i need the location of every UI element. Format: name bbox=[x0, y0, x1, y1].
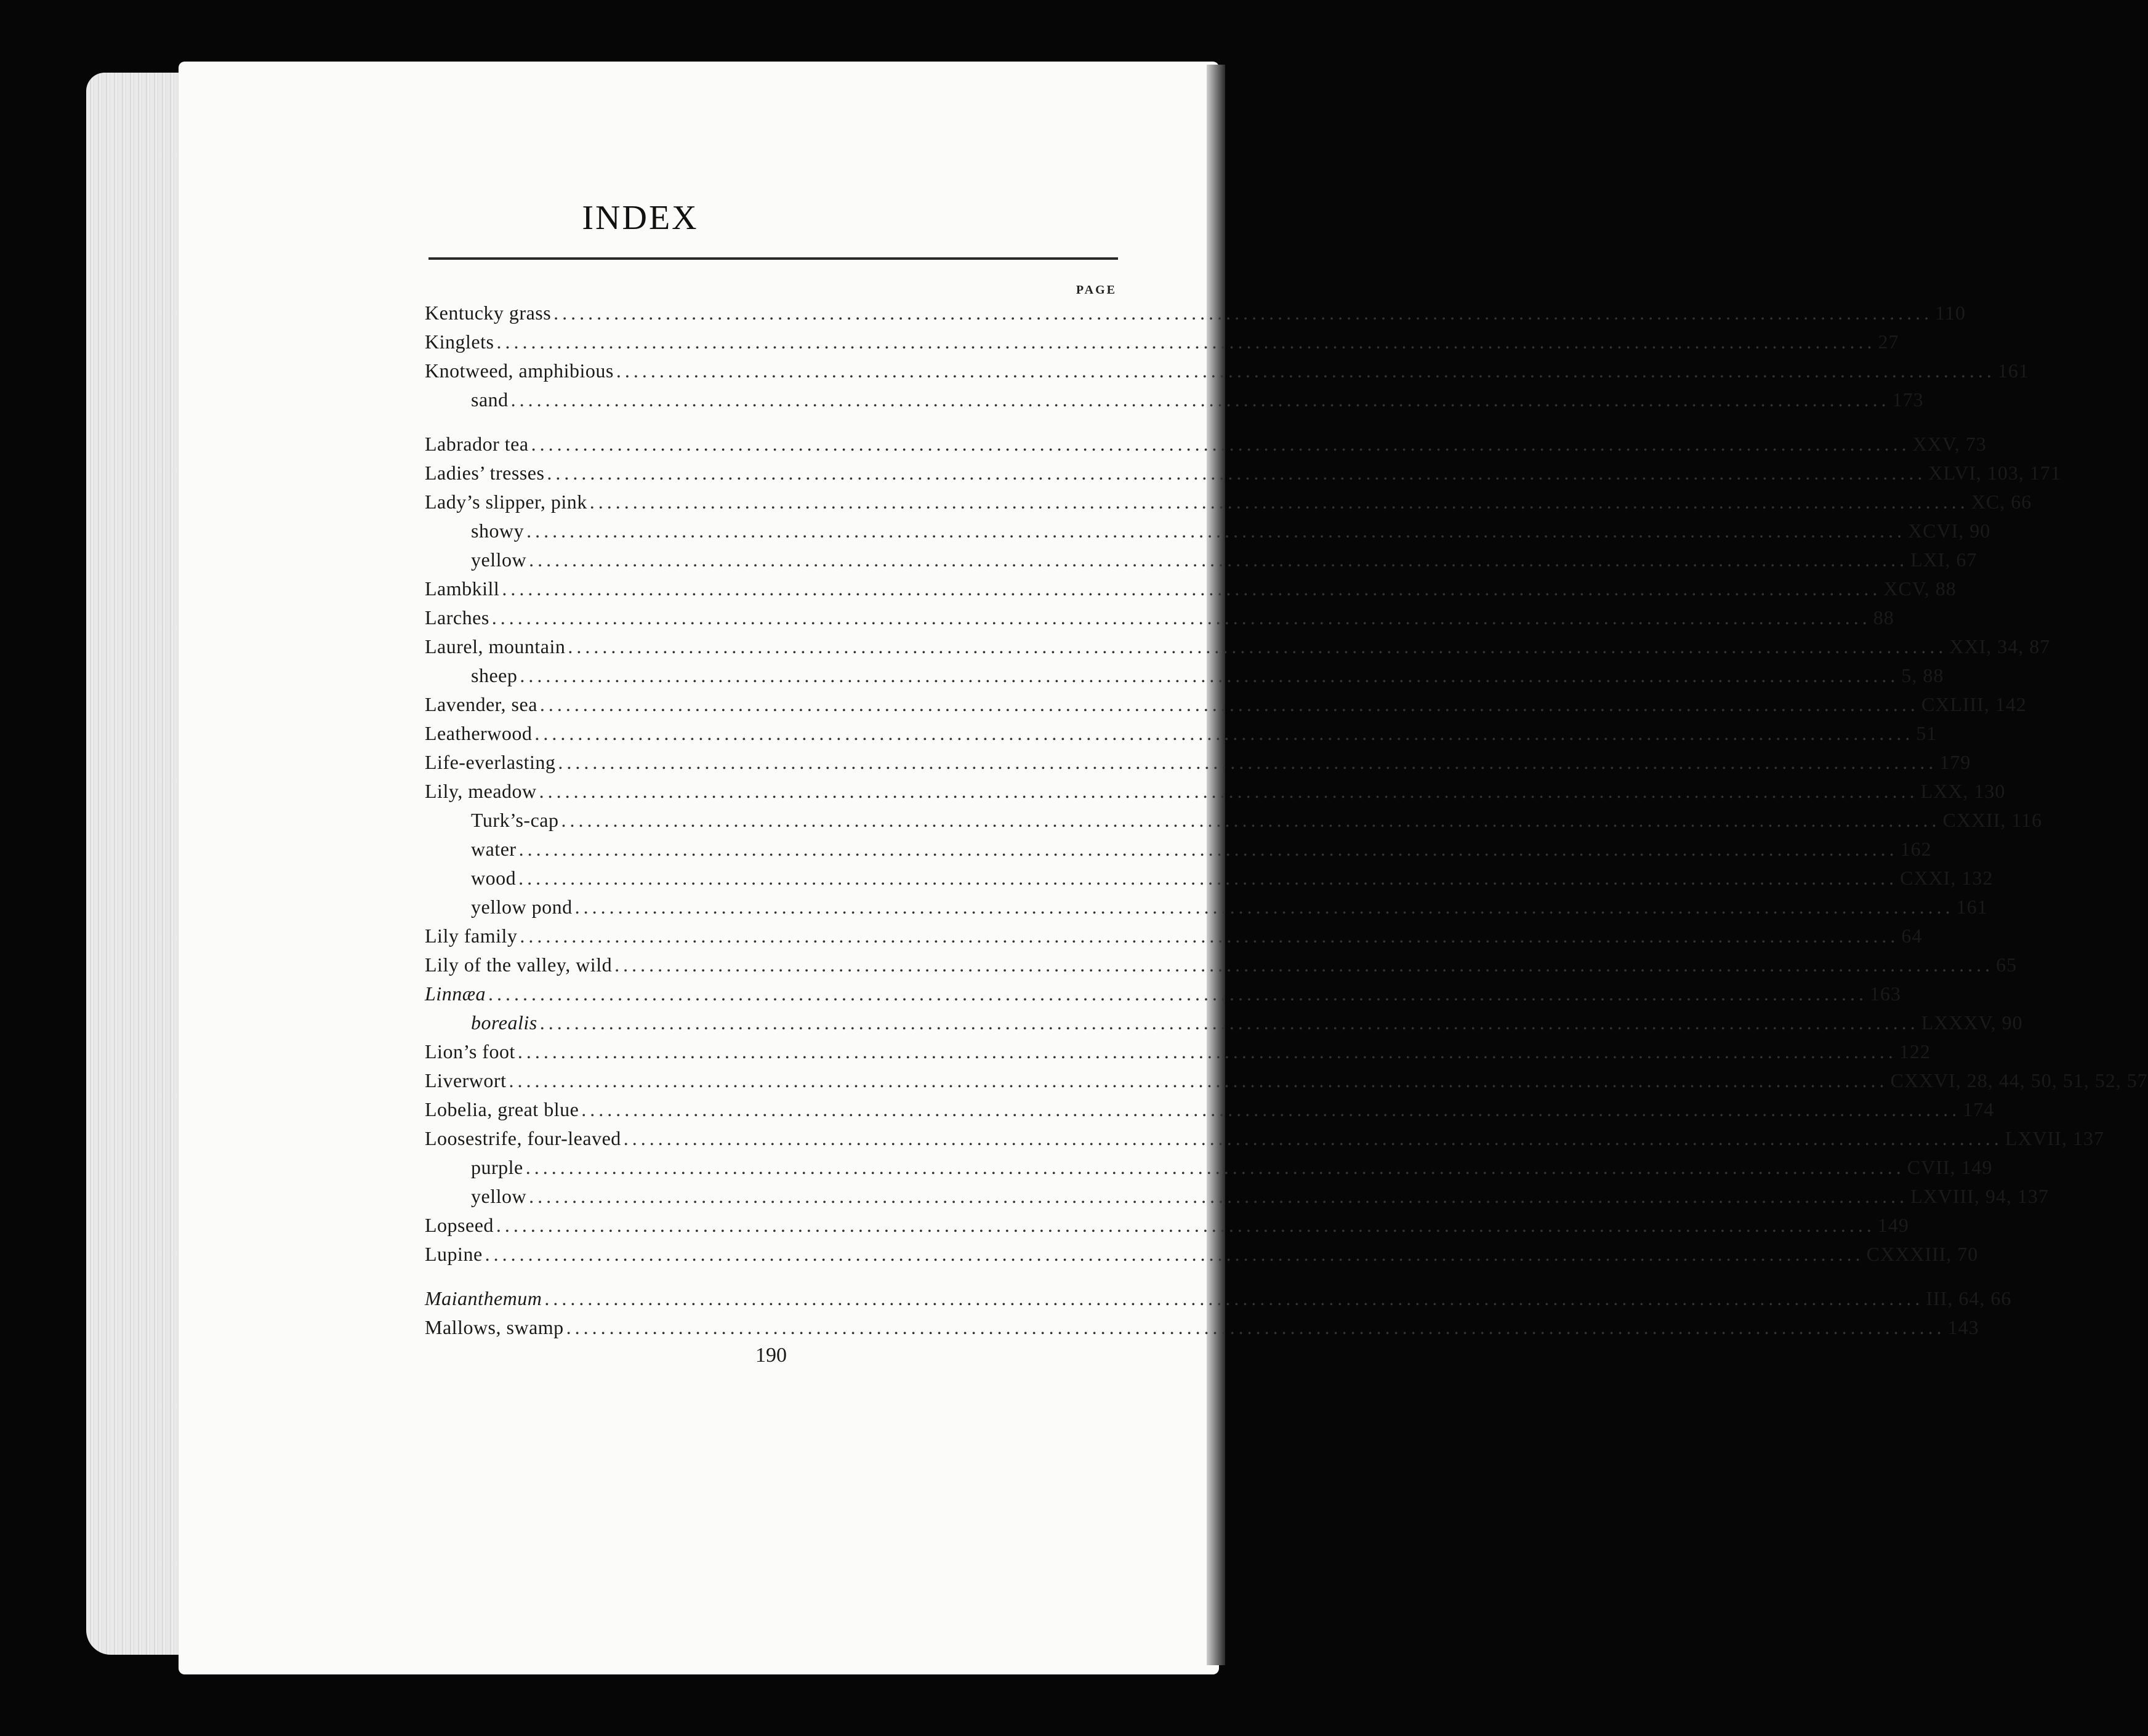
entry-term: Liverwort bbox=[425, 1069, 507, 1091]
entry-reference: XXI, 34, 87 bbox=[1949, 635, 2051, 657]
entry-reference: 64 bbox=[1901, 925, 1923, 947]
entry-reference: LXVII, 137 bbox=[2005, 1127, 2104, 1149]
entry-term: Turk’s-cap bbox=[471, 809, 559, 831]
dot-leader: ................................................................................................................................................................ bbox=[525, 1156, 1905, 1178]
index-entry bbox=[425, 835, 1932, 864]
index-entry bbox=[425, 574, 1957, 603]
dot-leader: ................................................................................................................................................................ bbox=[502, 577, 1881, 600]
index-entry bbox=[425, 806, 2043, 835]
page-number: 190 bbox=[755, 1344, 787, 1367]
dot-leader: ................................................................................................................................................................ bbox=[566, 1316, 1945, 1338]
index-entry bbox=[425, 385, 1924, 414]
dot-leader: ................................................................................................................................................................ bbox=[534, 722, 1914, 744]
entry-term: Linnæa bbox=[425, 983, 486, 1005]
index-entry bbox=[425, 1211, 1909, 1240]
index-entry bbox=[425, 1153, 1993, 1182]
entry-term: Larches bbox=[425, 606, 489, 629]
title-rule bbox=[428, 257, 1118, 260]
entry-term: water bbox=[471, 838, 517, 860]
entry-reference: CXXI, 132 bbox=[1900, 867, 1993, 889]
index-entry bbox=[425, 299, 1966, 328]
index-entry bbox=[425, 1284, 2012, 1313]
index-entry bbox=[425, 545, 1977, 574]
entry-reference: XLVI, 103, 171 bbox=[1928, 462, 2061, 484]
index-entry bbox=[425, 748, 1971, 777]
entry-term: Leatherwood bbox=[425, 722, 533, 744]
dot-leader: ................................................................................................................................................................ bbox=[539, 780, 1918, 802]
entry-term: sheep bbox=[471, 664, 518, 686]
index-entry bbox=[425, 1124, 2104, 1153]
entry-reference: 110 bbox=[1935, 302, 1966, 324]
entry-reference: 51 bbox=[1916, 722, 1937, 744]
index-entry bbox=[425, 950, 2017, 979]
entry-term: wood bbox=[471, 867, 517, 889]
entry-term: Lion’s foot bbox=[425, 1040, 515, 1063]
dot-leader: ................................................................................................................................................................ bbox=[539, 1011, 1919, 1034]
entry-reference: XCVI, 90 bbox=[1908, 520, 1991, 542]
entry-term: Knotweed, amphibious bbox=[425, 360, 614, 382]
entry-reference: 88 bbox=[1873, 606, 1894, 629]
entry-term: Ladies’ tresses bbox=[425, 462, 545, 484]
entry-term: Kinglets bbox=[425, 331, 494, 353]
entry-reference: 163 bbox=[1870, 983, 1902, 1005]
index-entry bbox=[425, 632, 2051, 661]
dot-leader: ................................................................................................................................................................ bbox=[574, 896, 1954, 918]
index-entry bbox=[425, 979, 1902, 1008]
entry-reference: 27 bbox=[1878, 331, 1899, 353]
dot-leader: ................................................................................................................................................................ bbox=[518, 838, 1898, 860]
index-entry bbox=[425, 661, 1944, 690]
entry-reference: 173 bbox=[1892, 388, 1924, 411]
entry-term: Laurel, mountain bbox=[425, 635, 566, 657]
dot-leader: ................................................................................................................................................................ bbox=[623, 1127, 2003, 1149]
entry-term: Lavender, sea bbox=[425, 693, 537, 715]
dot-leader: ................................................................................................................................................................ bbox=[485, 1243, 1864, 1265]
entry-reference: XCV, 88 bbox=[1883, 577, 1957, 600]
index-entry bbox=[425, 864, 1993, 893]
dot-leader: ................................................................................................................................................................ bbox=[491, 606, 1871, 629]
entry-term: Lily, meadow bbox=[425, 780, 537, 802]
entry-reference: LXI, 67 bbox=[1910, 549, 1977, 571]
index-entry bbox=[425, 1313, 1979, 1342]
entry-reference: 65 bbox=[1996, 954, 2017, 976]
entry-reference: 161 bbox=[1997, 360, 2029, 382]
index-entry bbox=[425, 1066, 2148, 1095]
dot-leader: ................................................................................................................................................................ bbox=[539, 693, 1919, 715]
dot-leader: ................................................................................................................................................................ bbox=[488, 983, 1868, 1005]
entry-term: showy bbox=[471, 520, 525, 542]
entry-term: borealis bbox=[471, 1011, 537, 1034]
entry-term: Lily of the valley, wild bbox=[425, 954, 613, 976]
entry-term: yellow bbox=[471, 1185, 527, 1207]
entry-term: Lady’s slipper, pink bbox=[425, 491, 587, 513]
entry-reference: 149 bbox=[1877, 1214, 1909, 1236]
index-entry bbox=[425, 1095, 1995, 1124]
index-entry bbox=[425, 356, 2029, 385]
dot-leader: ................................................................................................................................................................ bbox=[520, 664, 1899, 686]
entry-reference: CXLIII, 142 bbox=[1921, 693, 2027, 715]
entry-term: Kentucky grass bbox=[425, 302, 552, 324]
index-entries bbox=[425, 299, 2148, 1342]
entry-term: yellow bbox=[471, 549, 527, 571]
index-entry bbox=[425, 893, 1988, 922]
dot-leader: ................................................................................................................................................................ bbox=[510, 388, 1890, 411]
entry-term: Lily family bbox=[425, 925, 518, 947]
index-entry bbox=[425, 1182, 2049, 1211]
dot-leader: ................................................................................................................................................................ bbox=[529, 1185, 1909, 1207]
index-entry bbox=[425, 488, 2032, 516]
entry-term: yellow pond bbox=[471, 896, 573, 918]
entry-reference: 174 bbox=[1963, 1098, 1995, 1120]
dot-leader: ................................................................................................................................................................ bbox=[561, 809, 1941, 831]
entry-term: Mallows, swamp bbox=[425, 1316, 564, 1338]
index-entry bbox=[425, 777, 2006, 806]
dot-leader: ................................................................................................................................................................ bbox=[614, 954, 1994, 976]
index-entry bbox=[425, 459, 2061, 488]
entry-reference: XC, 66 bbox=[1971, 491, 2032, 513]
entry-reference: CXXVI, 28, 44, 50, 51, 52, 57 bbox=[1890, 1069, 2148, 1091]
dot-leader: ................................................................................................................................................................ bbox=[517, 1040, 1897, 1063]
entry-reference: III, 64, 66 bbox=[1926, 1287, 2012, 1309]
index-entry bbox=[425, 430, 1987, 459]
entry-term: sand bbox=[471, 388, 509, 411]
entry-term: Labrador tea bbox=[425, 433, 529, 455]
dot-leader: ................................................................................................................................................................ bbox=[547, 462, 1926, 484]
entry-term: Lambkill bbox=[425, 577, 500, 600]
entry-reference: CXXXIII, 70 bbox=[1866, 1243, 1979, 1265]
entry-term: Maianthemum bbox=[425, 1287, 542, 1309]
dot-leader: ................................................................................................................................................................ bbox=[496, 331, 1876, 353]
entry-reference: 122 bbox=[1899, 1040, 1931, 1063]
entry-reference: LXX, 130 bbox=[1920, 780, 2006, 802]
dot-leader: ................................................................................................................................................................ bbox=[496, 1214, 1875, 1236]
entry-term: Life-everlasting bbox=[425, 751, 556, 773]
index-entry bbox=[425, 1008, 2023, 1037]
page-title: INDEX bbox=[582, 199, 699, 237]
entry-term: Loosestrife, four-leaved bbox=[425, 1127, 621, 1149]
entry-reference: 143 bbox=[1947, 1316, 1979, 1338]
entry-reference: XXV, 73 bbox=[1912, 433, 1987, 455]
entry-term: Lupine bbox=[425, 1243, 483, 1265]
dot-leader: ................................................................................................................................................................ bbox=[518, 867, 1898, 889]
entry-reference: LXVIII, 94, 137 bbox=[1910, 1185, 2049, 1207]
entry-reference: CVII, 149 bbox=[1907, 1156, 1993, 1178]
dot-leader: ................................................................................................................................................................ bbox=[558, 751, 1937, 773]
entry-reference: 162 bbox=[1900, 838, 1932, 860]
entry-reference: CXXII, 116 bbox=[1942, 809, 2043, 831]
dot-leader: ................................................................................................................................................................ bbox=[616, 360, 1995, 382]
index-entry bbox=[425, 603, 1894, 632]
entry-reference: 161 bbox=[1956, 896, 1988, 918]
dot-leader: ................................................................................................................................................................ bbox=[544, 1287, 1924, 1309]
page-column-header: PAGE bbox=[1076, 283, 1117, 297]
entry-reference: LXXXV, 90 bbox=[1921, 1011, 2023, 1034]
dot-leader: ................................................................................................................................................................ bbox=[589, 491, 1969, 513]
entry-term: Lopseed bbox=[425, 1214, 494, 1236]
dot-leader: ................................................................................................................................................................ bbox=[553, 302, 1933, 324]
dot-leader: ................................................................................................................................................................ bbox=[520, 925, 1899, 947]
index-entry bbox=[425, 719, 1937, 748]
entry-reference: 179 bbox=[1939, 751, 1971, 773]
entry-term: purple bbox=[471, 1156, 523, 1178]
dot-leader: ................................................................................................................................................................ bbox=[581, 1098, 1961, 1120]
index-entry bbox=[425, 1037, 1931, 1066]
index-entry bbox=[425, 328, 1899, 356]
index-entry bbox=[425, 690, 2027, 719]
dot-leader: ................................................................................................................................................................ bbox=[568, 635, 1947, 657]
entry-reference: 5, 88 bbox=[1901, 664, 1944, 686]
index-entry bbox=[425, 516, 1991, 545]
dot-leader: ................................................................................................................................................................ bbox=[509, 1069, 1888, 1091]
index-entry bbox=[425, 922, 1923, 950]
index-entry bbox=[425, 1240, 1979, 1269]
dot-leader: ................................................................................................................................................................ bbox=[529, 549, 1909, 571]
entry-term: Lobelia, great blue bbox=[425, 1098, 579, 1120]
dot-leader: ................................................................................................................................................................ bbox=[531, 433, 1910, 455]
dot-leader: ................................................................................................................................................................ bbox=[526, 520, 1906, 542]
